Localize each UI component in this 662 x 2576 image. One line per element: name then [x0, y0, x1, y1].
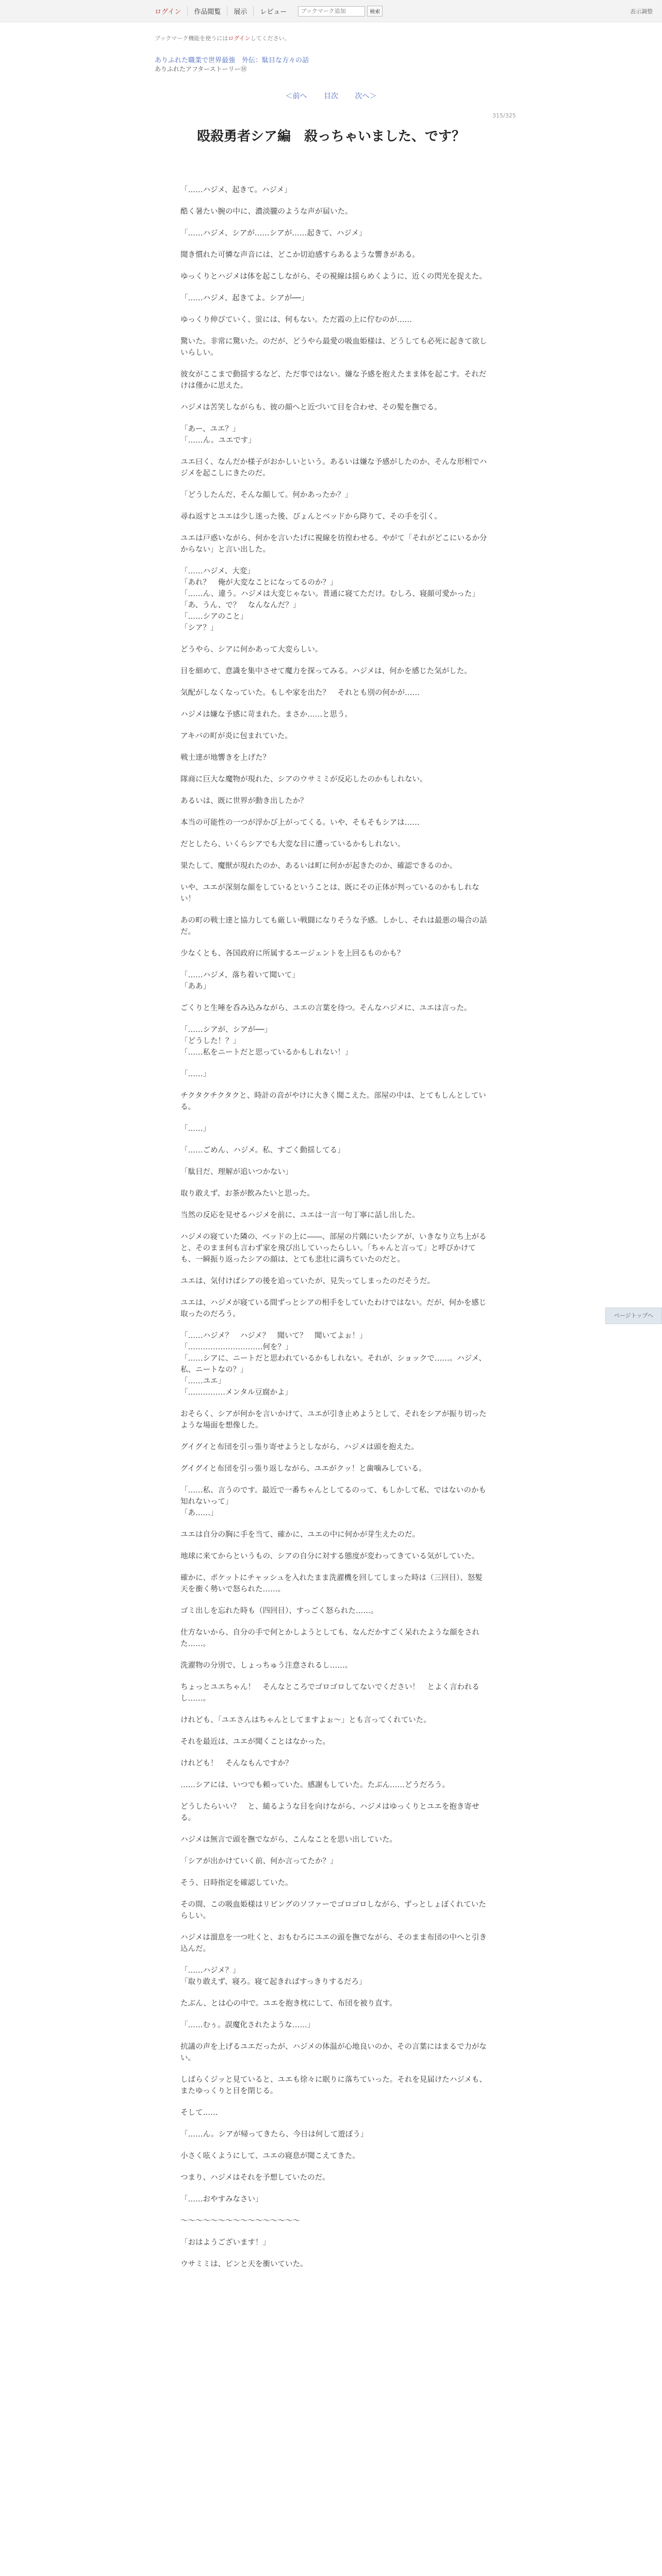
- body-paragraph: 「……おやすみなさい」: [180, 2195, 263, 2204]
- body-paragraph: たぶん、とは心の中で。ユエを抱き枕にして、布団を被り直す。: [180, 1999, 397, 2008]
- body-paragraph: ゴミ出しを忘れた時も（四回目）、すっごく怒られた……。: [180, 1607, 378, 1615]
- body-paragraph: 戦士達が地響きを上げた？: [180, 754, 270, 762]
- body-paragraph: そして……: [180, 2109, 218, 2117]
- body-paragraph: ハジメの寝ていた隣の、ベッドの上に――、部屋の片隅にいたシアが、いきなり立ち上がると、そのまま何も言わず家を飛び出していったらしい。「ちゃんと言って」と呼びかけても、一瞬振り返ったシアの顔は、とても悲壮に満ちていたのだと。: [180, 1233, 487, 1264]
- body-paragraph: いや、ユエが深刻な顔をしているということは、既にその正体が判っているのかもしれない！: [180, 884, 479, 903]
- body-paragraph: 気配がしなくなっていた。もしや家を出た？ それとも別の何かが……: [180, 689, 420, 697]
- body-paragraph: しばらくジッと見ていると、ユエも徐々に眠りに落ちていった。それを見届けたハジメも、またゆっくりと目を閉じる。: [180, 2076, 487, 2095]
- page-number: 315/325: [492, 112, 516, 119]
- body-paragraph: ユエは、ハジメが寝ている間ずっとシアの相手をしていたわけではない。だが、何かを感じ取ったのだろう。: [180, 1299, 487, 1318]
- body-paragraph: 聞き慣れた可憐な声音には、どこか切迫感すらあるような響きがある。: [180, 251, 420, 259]
- body-paragraph: 「……ん。シアが帰ってきたら、今日は何して遊ぼう」: [180, 2130, 368, 2139]
- page-top-button[interactable]: ページトップへ: [605, 1308, 662, 1324]
- nav-item-review[interactable]: レビュー: [253, 6, 293, 16]
- body-paragraph: ウサミミは、ピンと天を衝いていた。: [180, 2260, 308, 2268]
- body-paragraph: 目を細めて、意識を集中させて魔力を探ってみる。ハジメは、何かを感じた気がした。: [180, 667, 472, 675]
- body-paragraph: どうしたらいい？ と、縋るような目を向けながら、ハジメはゆっくりとユエを抱き寄せる。: [180, 1803, 479, 1822]
- body-paragraph: どうやら、シアに何かあって大変らしい。: [180, 646, 323, 654]
- body-paragraph: 「……」: [180, 1070, 210, 1078]
- body-paragraph: グイグイと布団を引っ張り返しながら、ユエがクッ！と歯噛みしている。: [180, 1465, 426, 1473]
- body-paragraph: ユエは戸惑いながら、何かを言いたげに視線を彷徨わせる。やがて「それがどこにいるか分からない」と言い出した。: [180, 534, 487, 554]
- body-paragraph: 「駄目だ、理解が追いつかない」: [180, 1168, 293, 1176]
- top-bar: [0, 0, 662, 22]
- body-paragraph: 少なくとも、各国政府に所属するエージェントを上回るものかも？: [180, 950, 405, 958]
- body-paragraph: 「どうしたんだ、そんな顔して。何かあったか？」: [180, 491, 353, 499]
- chapter-body: [180, 184, 488, 2280]
- login-link[interactable]: ログイン: [155, 8, 181, 16]
- body-paragraph: 「……ハジメ、落ち着いて聞いて」 「ああ」: [180, 971, 300, 991]
- body-paragraph: おそらく、シアが何かを言いかけて、ユエが引き止めようとして、それをシアが振り切ったような場面を想像した。: [180, 1410, 487, 1430]
- body-paragraph: ハジメは苦笑しながらも、彼の顔へと近づいて目を合わせ、その髪を撫でる。: [180, 403, 442, 412]
- notice-login-link[interactable]: ログイン: [228, 35, 251, 42]
- body-paragraph: あるいは、既に世界が動き出したか？: [180, 797, 308, 805]
- body-paragraph: 小さく呟くようにして、ユエの寝息が聞こえてきた。: [180, 2152, 360, 2160]
- nav-item-display[interactable]: 展示: [227, 6, 253, 16]
- series-title-link[interactable]: ありふれた職業で世界最強 外伝：駄目な方々の話: [155, 57, 309, 64]
- body-paragraph: 「……ハジメ、起きてよ。シアが──」: [180, 294, 309, 302]
- body-paragraph: チクタクチクタクと、時計の音がやけに大きく聞こえた。部屋の中は、とてもしんとしている。: [180, 1092, 486, 1111]
- body-paragraph: 確かに、ポケットにチャッシュを入れたまま洗濯機を回してしまった時は（三回目）、怒髪天を衝く勢いで怒られた……。: [180, 1574, 483, 1594]
- body-paragraph: 「……ハジメ？ ハジメ？ 聞いて？ 聞いてよぉ！」 「…………………………何を？」 「……シアに、ニートだと思われているかもしれない。それが、ショックで……。ハジメ、私、ニートなの？」 「……ユエ」 「……………メンタル豆腐かよ」: [180, 1332, 486, 1397]
- body-paragraph: ユエ曰く、なんだか様子がおかしいという。あるいは嫌な予感がしたのか、そんな形相でハジメを起こしにきたのだ。: [180, 458, 487, 478]
- body-paragraph: けれども！ そんなもんですか？: [180, 1759, 293, 1768]
- notice-suffix: してください。: [250, 35, 290, 42]
- body-paragraph: 当然の反応を見せるハジメを前に、ユエは一言一句丁寧に話し出した。: [180, 1211, 420, 1219]
- body-paragraph: 洗濯物の分別で、しょっちゅう注意されるし……。: [180, 1662, 353, 1670]
- body-paragraph: ……シアには、いつでも頼っていた。感謝もしていた。たぶん……どうだろう。: [180, 1781, 450, 1789]
- body-paragraph: 驚いた。非常に驚いた。のだが、どうやら最愛の吸血姫様は、どうしても必死に起きて欲しいらしい。: [180, 337, 487, 357]
- chapter-title: 殴殺勇者シア編 殺っちゃいました、です？: [196, 129, 465, 144]
- search-button[interactable]: 検索: [367, 6, 383, 16]
- body-paragraph: 地球に来てからというもの、シアの自分に対する態度が変わってきている気がしていた。: [180, 1552, 479, 1561]
- body-paragraph: そう、日時指定を確認していた。: [180, 1879, 293, 1887]
- body-paragraph: ハジメは溜息を一つ吐くと、おもむろにユエの頭を撫でながら、そのまま布団の中へと引き込んだ。: [180, 1934, 487, 1953]
- body-paragraph: 「……ハジメ、起きて。ハジメ」: [180, 186, 292, 194]
- body-paragraph: 「おはようございます！」: [180, 2239, 270, 2247]
- body-paragraph: 仕方ないから、自分の手で何とかしようとしても、なんだかすごく呆れたような顔をされた……。: [180, 1629, 479, 1648]
- body-paragraph: ユエは、気付けばシアの後を追っていたが、見失ってしまったのだそうだ。: [180, 1277, 435, 1285]
- body-paragraph: 「……ハジメ、大変」 「あれ？ 俺が大変なことになってるのか？」 「……ん、違う。ハジメは大変じゃない。普通に寝てただけ。むしろ、寝顔可愛かった」 「あ、うん、で？ なんなんだ？」 「……シアのこと」 「シア？」: [180, 567, 479, 632]
- chapter-pager: [0, 91, 662, 101]
- body-paragraph: 「……ハジメ？」 「取り敢えず、寝ろ。寝て起きればすっきりするだろ」: [180, 1967, 367, 1986]
- body-paragraph: 尋ね返すとユエは少し迷った後、ぴょんとベッドから降りて、その手を引く。: [180, 513, 442, 521]
- body-paragraph: ゆっくり伸びていく、蛍には、何もない。ただ霞の上に佇むのが……: [180, 316, 412, 324]
- body-paragraph: 「……ハジメ、シアが……シアが……起きて、ハジメ」: [180, 229, 367, 238]
- notice-prefix: ブックマーク機能を使うには: [155, 35, 228, 42]
- body-paragraph: ちょっとユエちゃん！ そんなところでゴロゴロしてないでください！ とよく言われるし……。: [180, 1683, 479, 1703]
- next-link[interactable]: 次へ＞: [355, 92, 377, 100]
- body-paragraph: 抗議の声を上げるユエだったが、ハジメの体温が心地良いのか、その言葉にはまるで力がない。: [180, 2043, 487, 2062]
- body-paragraph: ユエは自分の胸に手を当て、確かに、ユエの中に何かが芽生えたのだ。: [180, 1531, 420, 1539]
- search-input[interactable]: [298, 6, 365, 16]
- body-paragraph: 隊商に巨大な魔物が現れた、シアのウサミミが反応したのかもしれない。: [180, 775, 427, 784]
- body-paragraph: 「あー、ユエ？」 「……ん。ユエです」: [180, 425, 256, 445]
- body-paragraph: だとしたら、いくらシアでも大変な目に遭っているかもしれない。: [180, 840, 405, 849]
- body-paragraph: 取り敢えず、お茶が飲みたいと思った。: [180, 1190, 315, 1198]
- nav-item-browse[interactable]: 作品閲覧: [187, 6, 227, 16]
- body-paragraph: ゆっくりとハジメは体を起こしながら、その視線は揺らめくように、近くの閃光を捉えた。: [180, 273, 487, 281]
- top-nav: [155, 6, 383, 16]
- display-settings-link[interactable]: 表示調整: [630, 8, 653, 15]
- body-paragraph: 「……シアが、シアが──」 「どうした！？」 「……私をニートだと思っているかもしれない！」: [180, 1026, 353, 1057]
- prev-link[interactable]: ＜前へ: [285, 92, 307, 100]
- body-paragraph: あの町の戦士達と協力しても厳しい戦闘になりそうな予感。しかし、それは最悪の場合の話だ。: [180, 917, 487, 936]
- body-paragraph: ごくりと生唾を呑み込みながら、ユエの言葉を待つ。そんなハジメに、ユエは言った。: [180, 1004, 472, 1012]
- body-paragraph: けれども、「ユエさんはちゃんとしてますよぉ～」とも言ってくれていた。: [180, 1716, 431, 1724]
- body-paragraph: 「……私、言うのです。最近で一番ちゃんとしてるのって、もしかして私、ではないのかも知れないって」 「あ……」: [180, 1486, 486, 1517]
- bookmark-notice: [155, 34, 290, 42]
- body-paragraph: その間、この吸血姫様はリビングのソファーでゴロゴロしながら、ずっとしょぼくれていたらしい。: [180, 1901, 486, 1920]
- body-paragraph: 酷く暑たい腕の中に、濃淡朧のような声が届いた。: [180, 208, 353, 216]
- body-paragraph: 「……むぅ。誤魔化されたような……」: [180, 2021, 315, 2029]
- index-link[interactable]: 目次: [324, 92, 338, 100]
- body-paragraph: 果たして、魔獣が現れたのか、あるいは町に何かが起きたのか、確認できるのか。: [180, 862, 457, 870]
- body-paragraph: ～～～～～～～～～～～～～～～～: [180, 2217, 300, 2225]
- body-paragraph: つまり、ハジメはそれを予想していたのだ。: [180, 2174, 330, 2182]
- body-paragraph: 彼女がここまで動揺するなど、ただ事ではない。嫌な予感を抱えたまま体を起こす。それだけは僅かに思えた。: [180, 370, 487, 390]
- body-paragraph: 「シアが出かけていく前、何か言ってたか？」: [180, 1857, 338, 1866]
- chapter-group: ありふれたアフターストーリー⑱: [155, 65, 247, 73]
- body-paragraph: それを最近は、ユエが聞くことはなかった。: [180, 1738, 330, 1746]
- body-paragraph: 本当の可能性の一つが浮かび上がってくる。いや、そもそもシアは……: [180, 819, 420, 827]
- body-paragraph: グイグイと布団を引っ張り寄せようとしながら、ハジメは頭を抱えた。: [180, 1443, 419, 1451]
- body-paragraph: 「……ごめん、ハジメ。私、すごく動揺してる」: [180, 1146, 345, 1155]
- body-paragraph: 「……」: [180, 1125, 210, 1133]
- body-paragraph: ハジメは嫌な予感に苛まれた。まさか……と思う。: [180, 710, 353, 719]
- body-paragraph: ハジメは無言で頭を撫でながら、こんなことを思い出していた。: [180, 1836, 398, 1844]
- body-paragraph: アキバの町が炎に包まれていた。: [180, 732, 292, 740]
